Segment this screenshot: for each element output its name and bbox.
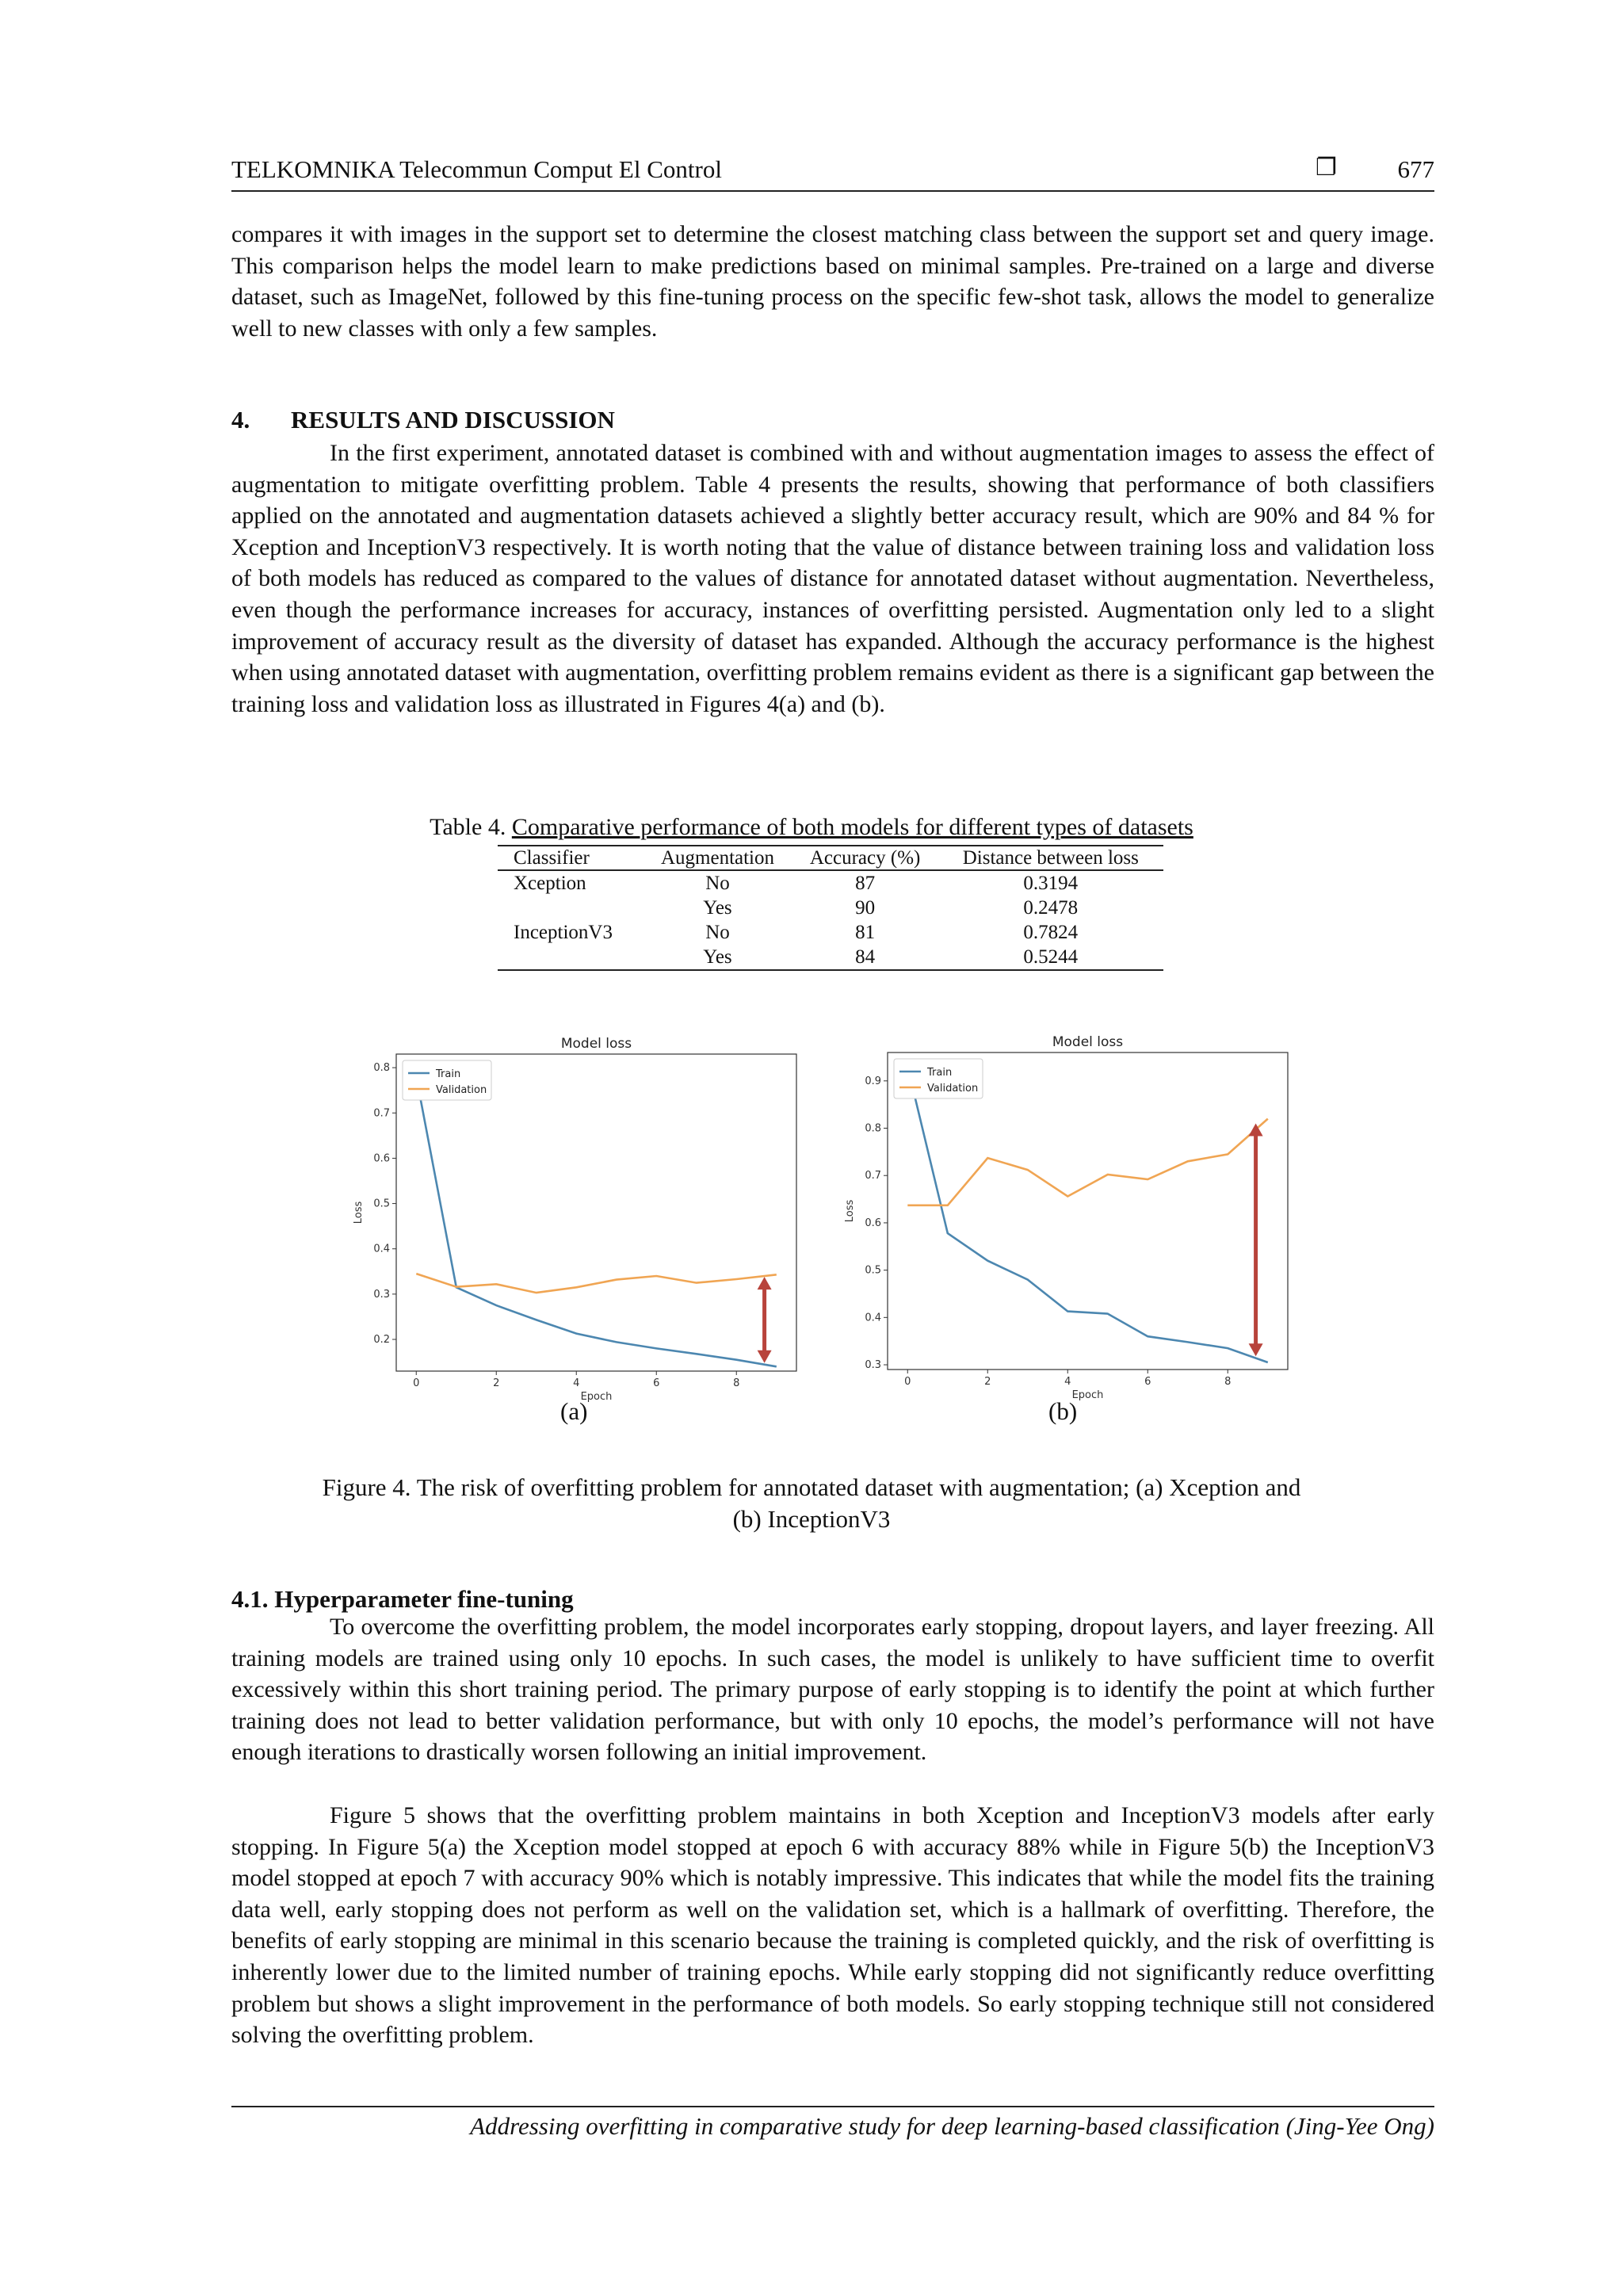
gap-arrow-head-top bbox=[758, 1277, 772, 1289]
section-title: RESULTS AND DISCUSSION bbox=[291, 406, 615, 434]
y-tick-label: 0.2 bbox=[373, 1334, 390, 1346]
table-caption bbox=[0, 814, 1623, 841]
gap-arrow-head-bottom bbox=[758, 1350, 772, 1363]
x-tick-label: 0 bbox=[413, 1377, 420, 1389]
x-tick-label: 0 bbox=[904, 1376, 911, 1388]
figure-caption-line-2: (b) InceptionV3 bbox=[732, 1505, 891, 1533]
y-axis-label: Loss bbox=[844, 1199, 856, 1223]
journal-title: TELKOMNIKA Telecommun Comput El Control bbox=[231, 155, 722, 183]
y-tick-label: 0.9 bbox=[865, 1075, 881, 1087]
section-4-1-paragraph-2: Figure 5 shows that the overfitting problem maintains in both Xception and InceptionV3 models after early stopping. In Figure 5(a) the Xception model stopped at epoch 6 with accuracy 88% while in Figure 5(b) the InceptionV3 model stopped at epoch 7 with accuracy 90% which is notably impressive. This indicates that while the model fits the training data well, early stopping does not perform as well on the validation set, which is a hallmark of overfitting. Therefore, the benefits of early stopping are minimal in this scenario because the training is completed quickly, and the risk of overfitting is inherently lower due to the limited number of training epochs. While early stopping did not significantly reduce overfitting problem but shows a slight improvement in the performance of both models. So early stopping technique still not considered solving the overfitting problem. bbox=[231, 1802, 1434, 2049]
section-4-1-paragraph-1: To overcome the overfitting problem, the model incorporates early stopping, dropout layers, and layer freezing. All training models are trained using only 10 epochs. In such cases, the model is unlikely to have sufficient time to overfit excessively within this short training period. The primary purpose of early stopping is to identify the point at which further training does not lead to better validation performance, but with only 10 epochs, the model’s performance will not have enough iterations to drastically worsen following an initial improvement. bbox=[231, 1614, 1434, 1766]
cell: InceptionV3 bbox=[514, 922, 613, 943]
figure-caption-line-1: Figure 4. The risk of overfitting problem for annotated dataset with augmentation; (a) Xception and bbox=[322, 1473, 1301, 1501]
y-tick-label: 0.7 bbox=[865, 1170, 881, 1182]
page-number: 677 bbox=[1397, 155, 1434, 183]
chart-legend bbox=[403, 1060, 491, 1100]
loss-chart-xception bbox=[349, 1030, 808, 1403]
section-4-1-heading bbox=[231, 1585, 574, 1614]
table-header-row bbox=[498, 846, 1163, 870]
cell: 90 bbox=[855, 897, 876, 919]
cell: 0.3194 bbox=[1023, 873, 1079, 894]
x-tick-label: 4 bbox=[573, 1377, 580, 1389]
cell: 0.5244 bbox=[938, 945, 1163, 970]
series-line-validation bbox=[416, 1274, 777, 1293]
cell bbox=[498, 896, 643, 920]
series-line-train bbox=[416, 1077, 777, 1367]
cell: Xception bbox=[514, 873, 586, 894]
x-tick-label: 8 bbox=[1224, 1376, 1232, 1388]
figure-caption bbox=[0, 1472, 1623, 1535]
cell: Yes bbox=[703, 897, 732, 919]
y-tick-label: 0.8 bbox=[865, 1122, 881, 1135]
page-header bbox=[231, 154, 1434, 192]
y-tick-label: 0.6 bbox=[373, 1152, 390, 1165]
y-axis-label: Loss bbox=[353, 1201, 365, 1224]
y-tick-label: 0.5 bbox=[373, 1198, 390, 1210]
table-row bbox=[498, 945, 1163, 970]
table-row bbox=[498, 920, 1163, 945]
table-row bbox=[498, 896, 1163, 920]
cell: 84 bbox=[792, 945, 938, 970]
x-tick-label: 2 bbox=[493, 1377, 500, 1389]
y-tick-label: 0.8 bbox=[373, 1062, 390, 1075]
page-footer bbox=[231, 2106, 1434, 2141]
col-header-classifier: Classifier bbox=[498, 846, 643, 870]
cell: 0.2478 bbox=[1023, 897, 1079, 919]
legend-label: Train bbox=[436, 1068, 461, 1080]
section-number: 4. bbox=[231, 406, 250, 434]
y-tick-label: 0.5 bbox=[865, 1264, 881, 1277]
plot-frame bbox=[396, 1054, 796, 1371]
y-tick-label: 0.3 bbox=[373, 1288, 390, 1301]
checkbox-square-icon: ❐ bbox=[1316, 155, 1337, 181]
col-header-augmentation: Augmentation bbox=[643, 846, 792, 870]
table-row bbox=[498, 870, 1163, 896]
section-4-heading bbox=[231, 406, 615, 434]
cell: No bbox=[705, 922, 730, 943]
x-tick-label: 6 bbox=[1144, 1376, 1151, 1388]
plot-frame bbox=[888, 1052, 1288, 1370]
intro-paragraph: compares it with images in the support set to determine the closest matching class between the support set and query image. This comparison helps the model learn to make predictions based on minimal samples. Pre-trained on a large and diverse dataset, such as ImageNet, followed by this fine-tuning process on the specific few-shot task, allows the model to generalize well to new classes with only a few samples. bbox=[231, 221, 1434, 342]
running-title: Addressing overfitting in comparative study for deep learning-based classification (Jing-Yee Ong) bbox=[470, 2112, 1434, 2140]
cell: 81 bbox=[855, 922, 876, 943]
cell: Yes bbox=[643, 945, 792, 970]
x-tick-label: 2 bbox=[984, 1376, 991, 1388]
table-caption-text: Comparative performance of both models for different types of datasets bbox=[511, 814, 1193, 840]
y-tick-label: 0.7 bbox=[373, 1107, 390, 1120]
chart-legend bbox=[894, 1059, 983, 1098]
legend-label: Validation bbox=[927, 1083, 979, 1095]
chart-title: Model loss bbox=[1052, 1034, 1124, 1050]
chart-title: Model loss bbox=[560, 1036, 632, 1052]
cell bbox=[498, 945, 643, 970]
y-tick-label: 0.6 bbox=[865, 1217, 881, 1229]
series-line-train bbox=[907, 1067, 1268, 1362]
x-tick-label: 4 bbox=[1064, 1376, 1071, 1388]
x-axis-label: Epoch bbox=[580, 1391, 613, 1403]
subsection-title: Hyperparameter fine-tuning bbox=[274, 1585, 574, 1613]
series-line-validation bbox=[907, 1119, 1268, 1205]
results-table bbox=[498, 845, 1163, 971]
y-tick-label: 0.3 bbox=[865, 1359, 881, 1372]
col-header-accuracy: Accuracy (%) bbox=[792, 846, 938, 870]
col-header-distance: Distance between loss bbox=[938, 846, 1163, 870]
loss-chart-inceptionv3 bbox=[840, 1029, 1300, 1401]
x-tick-label: 6 bbox=[653, 1377, 660, 1389]
section-4-paragraph: In the first experiment, annotated dataset is combined with and without augmentation images to assess the effect of augmentation to mitigate overfitting problem. Table 4 presents the results, showing that performance of both classifiers applied on the annotated and augmentation datasets achieved a slightly better accuracy result, which are 90% and 84 % for Xception and InceptionV3 respectively. It is worth noting that the value of distance between training loss and validation loss of both models has reduced as compared to the values of distance for annotated dataset without augmentation. Nevertheless, even though the performance increases for accuracy, instances of overfitting persisted. Augmentation only led to a slight improvement of accuracy result as the diversity of dataset has expanded. Although the accuracy performance is the highest when using annotated dataset with augmentation, overfitting problem remains evident as there is a significant gap between the training loss and validation loss as illustrated in Figures 4(a) and (b). bbox=[231, 440, 1434, 717]
cell: No bbox=[705, 873, 730, 894]
table-caption-prefix: Table 4. bbox=[430, 814, 506, 840]
cell: 87 bbox=[855, 873, 876, 894]
x-tick-label: 8 bbox=[733, 1377, 740, 1389]
legend-label: Validation bbox=[436, 1084, 487, 1096]
figure-label-b: (b) bbox=[1048, 1397, 1078, 1425]
legend-label: Train bbox=[927, 1067, 953, 1079]
y-tick-label: 0.4 bbox=[373, 1243, 390, 1255]
cell: 0.7824 bbox=[1023, 922, 1079, 943]
x-axis-label: Epoch bbox=[1071, 1389, 1104, 1401]
subsection-number: 4.1. bbox=[231, 1585, 269, 1613]
y-tick-label: 0.4 bbox=[865, 1312, 881, 1324]
gap-arrow-head-bottom bbox=[1249, 1343, 1263, 1356]
figure-label-a: (a) bbox=[560, 1397, 588, 1425]
